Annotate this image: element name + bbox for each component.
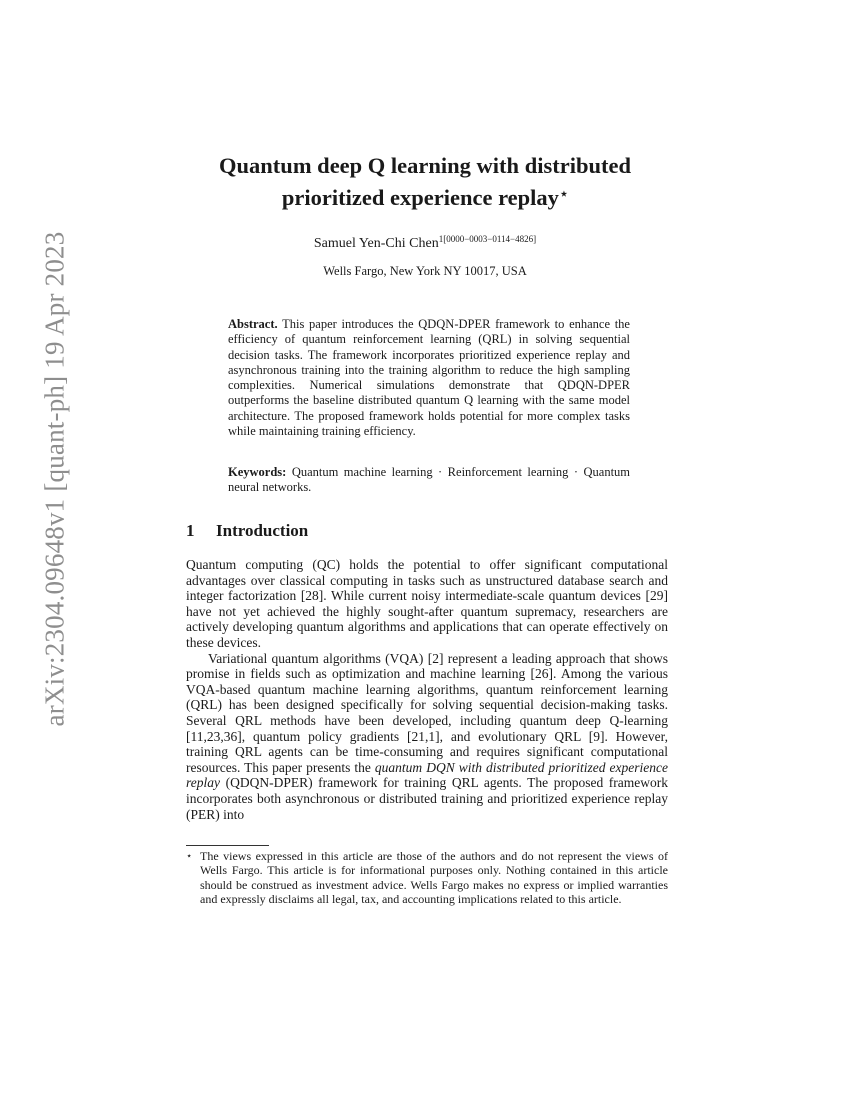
abstract-label: Abstract. <box>228 317 278 331</box>
abstract <box>228 317 630 439</box>
paragraph-2 <box>186 651 668 823</box>
footnote-mark: ⋆ <box>186 851 193 862</box>
author-line <box>150 234 700 252</box>
title-line-2-text: prioritized experience replay <box>281 185 559 210</box>
section-number: 1 <box>186 521 195 540</box>
title-footnote-mark: ⋆ <box>559 186 569 201</box>
paper-title <box>150 152 700 212</box>
keywords <box>228 465 630 496</box>
keywords-text: Quantum machine learning · Reinforcement learning · Quantum neural networks. <box>228 465 631 495</box>
paragraph-2-emphasis: quantum DQN with distributed prioritized experience replay <box>186 759 668 791</box>
paragraph-2-end: (QDQN-DPER) framework for training QRL agents. The proposed framework incorporates both asynchronous or distributed training and prioritized experience replay (PER) into <box>186 775 668 822</box>
title-line-1: Quantum deep Q learning with distributed <box>219 153 631 178</box>
author-orcid: 1[0000−0003−0114−4826] <box>438 234 537 244</box>
paragraph-2-start: Variational quantum algorithms (VQA) [2] represent a leading approach that shows promise in fields such as optimization and machine learning [26]. Among the various VQA-based quantum machine learning algorithms, quantum reinforcement learning (QRL) has been designed specifically for solving sequential decision-making tasks. Several QRL methods have been developed, including quantum deep Q-learning [11,23,36], quantum policy gradients [21,1], and evolutionary QRL [9]. However, training QRL agents can be time-consuming and requires significant computational resources. This paper presents the <box>186 650 668 775</box>
paragraph-1: Quantum computing (QC) holds the potential to offer significant computational advantages over classical computing in tasks such as unstructured database search and integer factorization [28]. While current noisy intermediate-scale quantum devices [29] have not yet achieved the highly sought-after quantum supremacy, researchers are actively developing quantum algorithms and applications that can operate effectively on these devices. <box>186 557 668 650</box>
footnote-divider <box>186 845 269 846</box>
affiliation: Wells Fargo, New York NY 10017, USA <box>323 264 527 278</box>
title-line-2 <box>150 180 700 212</box>
arxiv-stamp-text: arXiv:2304.09648v1 [quant-ph] 19 Apr 2023 <box>39 231 70 727</box>
section-heading-introduction <box>186 521 308 541</box>
keywords-label: Keywords: <box>228 465 287 479</box>
abstract-text: This paper introduces the QDQN-DPER framework to enhance the efficiency of quantum reinforcement learning (QRL) in solving sequential decision tasks. The framework incorporates prioritized experience replay and asynchronous training into the training algorithm to reduce the high sampling complexities. Numerical simulations demonstrate that QDQN-DPER outperforms the baseline distributed quantum Q learning with the same model architecture. The proposed framework holds potential for more complex tasks while maintaining training efficiency. <box>228 317 630 439</box>
introduction-body <box>186 557 668 822</box>
footnote-text: The views expressed in this article are those of the authors and do not represent the views of Wells Fargo. This article is for informational purposes only. Nothing contained in this article should be construed as investment advice. Wells Fargo makes no express or implied warranties and expressly disclaims all legal, tax, and accounting implications related to this article. <box>200 849 668 906</box>
section-title: Introduction <box>216 521 309 540</box>
footnote <box>186 850 668 906</box>
author-name: Samuel Yen-Chi Chen <box>313 236 439 251</box>
